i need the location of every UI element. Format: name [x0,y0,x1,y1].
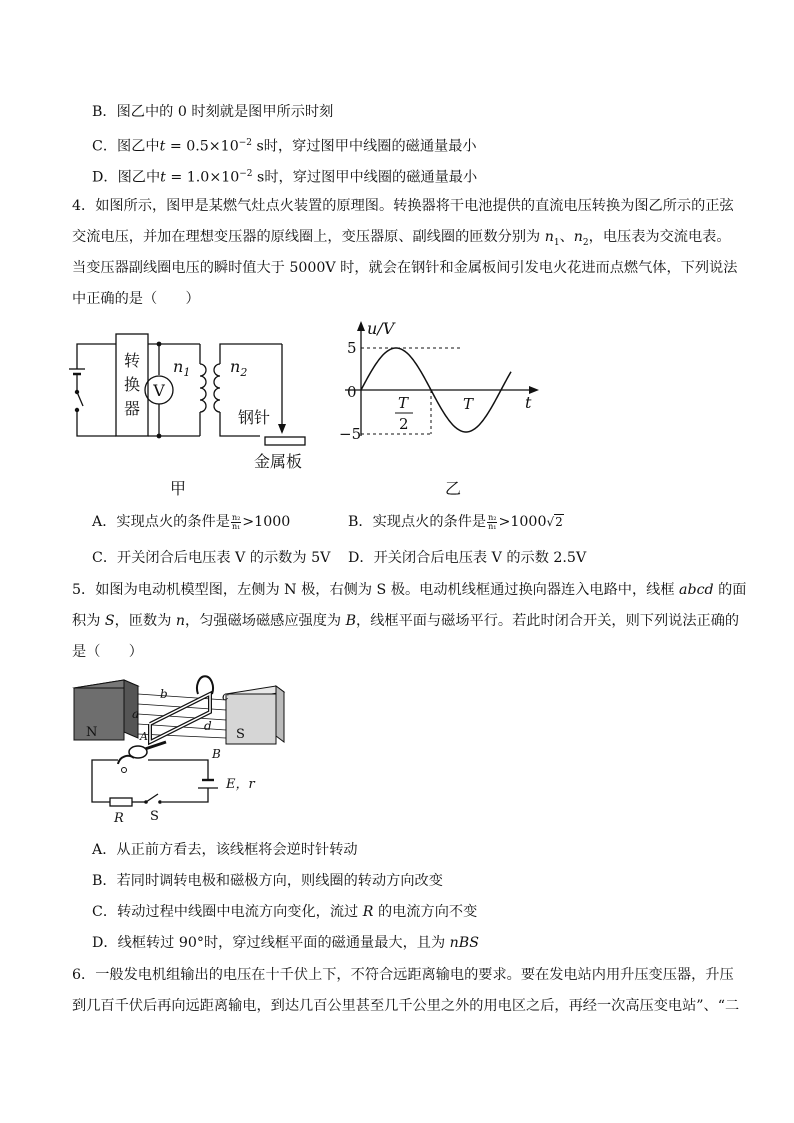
voltmeter-label: V [153,381,165,400]
q5-stem-line-2: 积为 S，匝数为 n，匀强磁场磁感应强度为 B，线框平面与磁场平行。若此时闭合开关，则下列说法正确的 [72,613,740,629]
coil-corner-c: c [222,689,229,703]
q3-option-d: D．图乙中$t = 1.0\times 10^{-2}$ s时，穿过图甲中线圈的磁通量最小 [92,169,478,186]
half-period-num: T [398,394,409,412]
q4-stem-line-2: 交流电压，并加在理想变压器的原线圈上，变压器原、副线圈的匝数分别为 $n_1$、$n_2$，电压表为交流电表。 [72,229,731,248]
y-min-tick: −5 [339,425,362,443]
emf-label: E，r [226,777,255,792]
q5-option-c: C．转动过程中线圈中电流方向变化，流过 R 的电流方向不变 [92,904,478,920]
q4-figure-jia-circuit [60,320,320,505]
q4-option-b: B．实现点火的条件是 $\frac{\text{n₂}}{\text{n₁}}$ >1000√2 [348,512,563,531]
brush-b-label: B [212,747,221,761]
magnet-s-label: S [236,727,245,742]
period-label: T [463,395,474,413]
needle-label: 钢针 [238,408,271,427]
n1-label: $n_1$ [173,357,191,379]
q4-stem-line-1: 4．如图所示，图甲是某燃气灶点火装置的原理图。转换器将干电池提供的直流电压转换为图乙所示的正弦 [72,198,734,214]
q4-stem-line-3: 当变压器副线圈电压的瞬时值大于 5000V 时，就会在钢针和金属板间引发电火花进而点燃气体，下列说法 [72,260,738,276]
resistor-label: R [114,811,124,826]
q6-stem-line-1: 6．一般发电机组输出的电压在十千伏上下，不符合远距离输电的要求。要在发电站内用升压变压器，升压 [72,967,734,983]
q5-option-b: B．若同时调转电极和磁极方向，则线圈的转动方向改变 [92,873,443,889]
y-axis-label: u/V [367,319,395,338]
q3-option-c: C．图乙中$t = 0.5\times 10^{-2}$ s时，穿过图甲中线圈的磁通量最小 [92,138,477,155]
figure-yi-caption: 乙 [445,479,462,498]
magnet-n-label: N [86,725,98,740]
y-zero-tick: 0 [347,383,357,401]
q4-option-d: D．开关闭合后电压表 V 的示数 2.5V [348,550,587,566]
plate-label: 金属板 [254,452,303,471]
q4-stem-line-4: 中正确的是（ ） [72,291,200,307]
q6-stem-line-2: 到几百千伏后再向远距离输电，到达几百公里甚至几千公里之外的用电区之后，再经一次高压变电站”、“二 [72,998,740,1014]
brush-a-label: A [140,730,148,743]
q4-option-a: A．实现点火的条件是 $\frac{\text{n₂}}{\text{n₁}}$ >1000 [92,512,291,531]
q5-motor-figure [70,672,300,832]
q4-figure-yi-graph [335,318,550,503]
coil-corner-b: b [160,687,168,701]
q3-option-b: B．图乙中的 0 时刻就是图甲所示时刻 [92,104,334,120]
q5-stem-line-3: 是（ ） [72,644,143,660]
n2-label: $n_2$ [230,357,248,379]
coil-corner-a: a [132,707,140,721]
q5-option-d: D．线框转过 90°时，穿过线框平面的磁通量最大，且为 nBS [92,935,479,951]
t-axis-label: t [525,393,532,412]
y-max-tick: 5 [347,339,357,357]
q4-option-c: C．开关闭合后电压表 V 的示数为 5V [92,550,331,566]
q5-option-a: A．从正前方看去，该线框将会逆时针转动 [92,842,358,858]
coil-corner-d: d [204,719,212,733]
figure-jia-caption: 甲 [170,479,187,498]
q5-stem-line-1: 5．如图为电动机模型图，左侧为 N 极，右侧为 S 极。电动机线框通过换向器连入电路中，线框 abcd 的面 [72,582,747,598]
switch-label: S [150,809,159,824]
converter-label-1: 转换器 [123,351,141,418]
half-period-den: 2 [399,415,409,433]
